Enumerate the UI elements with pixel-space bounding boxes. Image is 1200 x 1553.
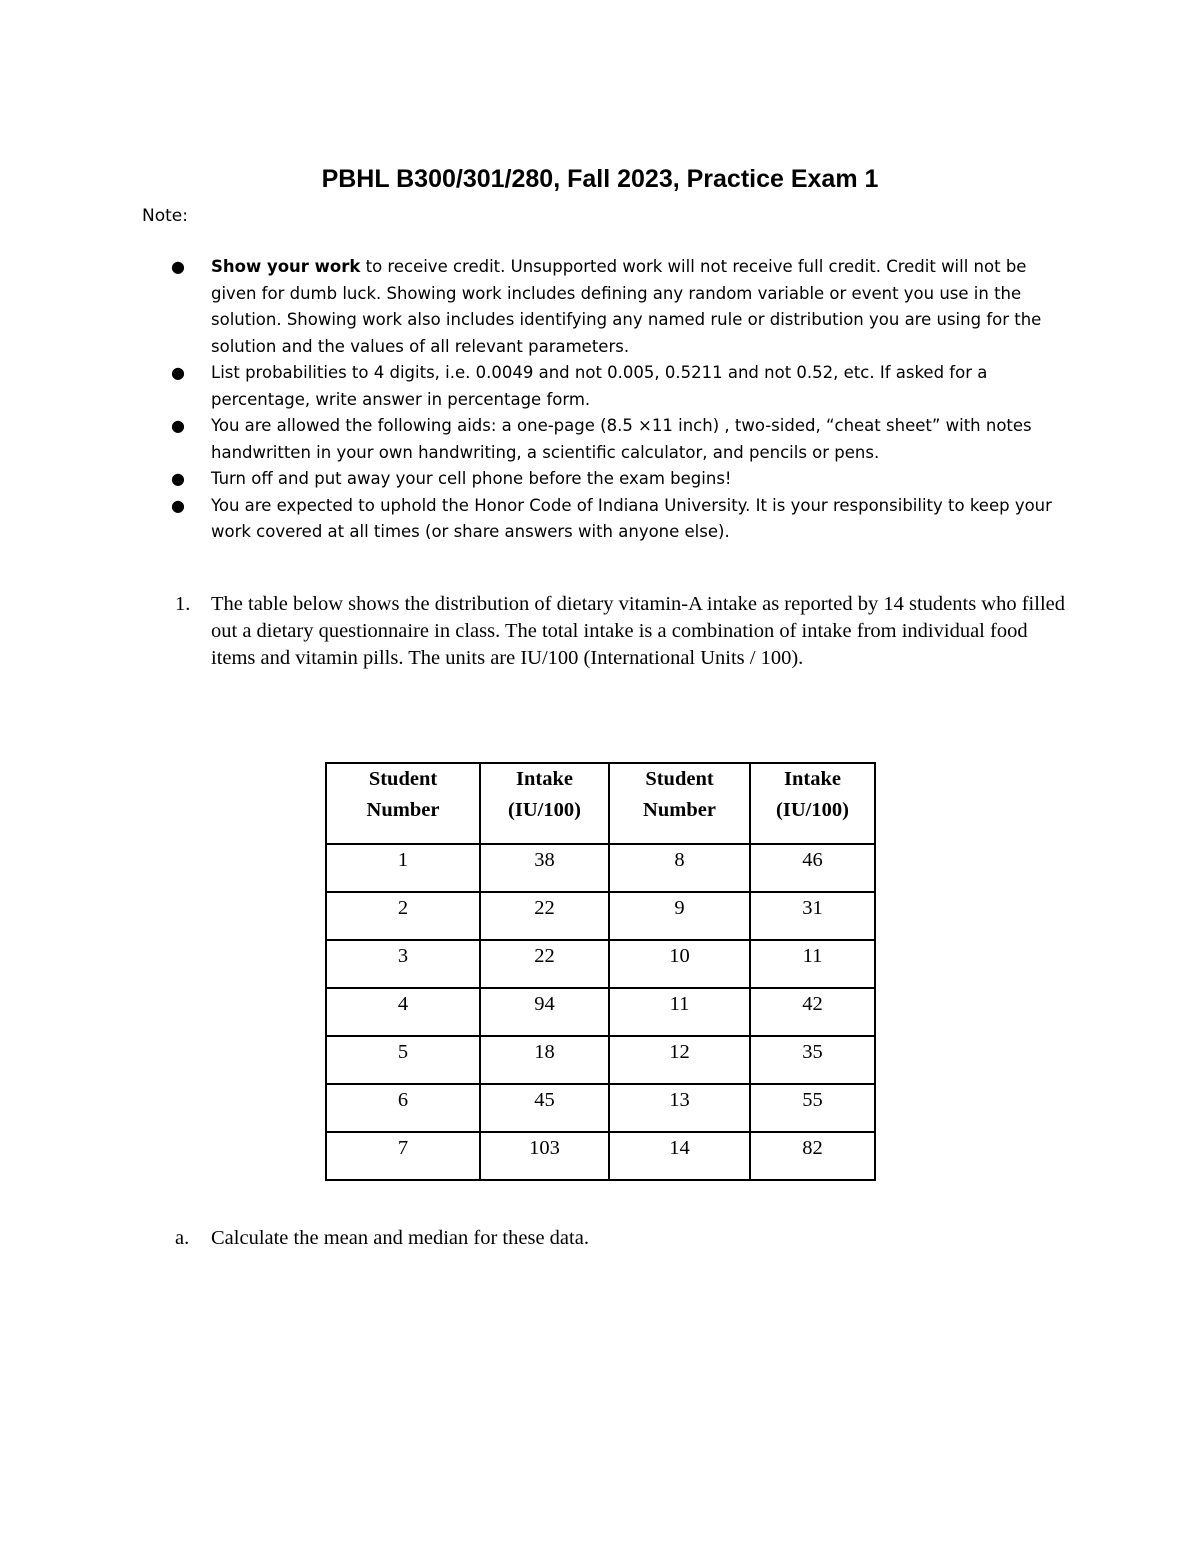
instruction-item — [171, 413, 1071, 466]
cell-intake: 103 — [480, 1132, 609, 1180]
cell-student: 1 — [326, 844, 480, 892]
bullet-icon: ● — [171, 469, 185, 488]
cell-intake: 55 — [750, 1084, 875, 1132]
instruction-text: You are allowed the following aids: a one-page (8.5 ×11 inch) , two-sided, “cheat sheet” with notes handwritten in your own handwriting, a scientific calculator, and pencils or pens. — [211, 416, 1032, 462]
note-label: Note: — [142, 206, 188, 226]
cell-intake: 42 — [750, 988, 875, 1036]
cell-student: 8 — [609, 844, 750, 892]
subquestion-letter: a. — [175, 1227, 190, 1249]
cell-intake: 94 — [480, 988, 609, 1036]
cell-student: 2 — [326, 892, 480, 940]
question-1a — [175, 1225, 1075, 1252]
bullet-icon: ● — [171, 363, 185, 382]
header-intake: Intake (IU/100) — [480, 763, 609, 844]
header-student-number: Student Number — [326, 763, 480, 844]
instruction-emphasis: Show your work — [211, 257, 361, 276]
table-row — [326, 1084, 875, 1132]
bullet-icon: ● — [171, 495, 185, 515]
cell-student: 10 — [609, 940, 750, 988]
instruction-item — [171, 493, 1071, 546]
cell-student: 14 — [609, 1132, 750, 1180]
intake-table — [325, 762, 876, 1181]
header-intake: Intake (IU/100) — [750, 763, 875, 844]
table-row — [326, 844, 875, 892]
cell-intake: 31 — [750, 892, 875, 940]
header-student-number: Student Number — [609, 763, 750, 844]
cell-intake: 18 — [480, 1036, 609, 1084]
table-row — [326, 1132, 875, 1180]
bullet-icon: ● — [171, 416, 185, 435]
table-row — [326, 892, 875, 940]
instruction-text: to receive credit. Unsupported work will not receive full credit. Credit will not be given for dumb luck. Showing work includes defining any random variable or event you use in the solution. Showing work also includes identifying any named rule or distribution you are using for the solution and the values of all relevant parameters. — [211, 257, 1042, 356]
cell-intake: 35 — [750, 1036, 875, 1084]
cell-student: 12 — [609, 1036, 750, 1084]
instruction-text: Turn off and put away your cell phone before the exam begins! — [211, 469, 732, 488]
table-header-row — [326, 763, 875, 844]
cell-intake: 11 — [750, 940, 875, 988]
cell-student: 11 — [609, 988, 750, 1036]
question-1 — [175, 591, 1075, 672]
instruction-item — [171, 254, 1071, 360]
cell-student: 4 — [326, 988, 480, 1036]
table-row — [326, 988, 875, 1036]
cell-student: 13 — [609, 1084, 750, 1132]
cell-student: 9 — [609, 892, 750, 940]
cell-student: 3 — [326, 940, 480, 988]
cell-student: 5 — [326, 1036, 480, 1084]
subquestion-text: Calculate the mean and median for these data. — [211, 1227, 589, 1249]
instructions-list — [171, 254, 1071, 546]
instruction-item — [171, 360, 1071, 413]
cell-intake: 45 — [480, 1084, 609, 1132]
cell-intake: 22 — [480, 940, 609, 988]
table-row — [326, 940, 875, 988]
cell-intake: 38 — [480, 844, 609, 892]
table-row — [326, 1036, 875, 1084]
cell-intake: 82 — [750, 1132, 875, 1180]
bullet-icon: ● — [171, 257, 185, 276]
cell-intake: 46 — [750, 844, 875, 892]
question-text: The table below shows the distribution of dietary vitamin-A intake as reported by 14 students who filled out a dietary questionnaire in class. The total intake is a combination of intake from individual food items and vitamin pills. The units are IU/100 (International Units / 100). — [211, 593, 1065, 669]
instruction-text: List probabilities to 4 digits, i.e. 0.0049 and not 0.005, 0.5211 and not 0.52, etc. If asked for a percentage, write answer in percentage form. — [211, 363, 988, 409]
cell-intake: 22 — [480, 892, 609, 940]
page-title: PBHL B300/301/280, Fall 2023, Practice Exam 1 — [321, 165, 879, 193]
cell-student: 7 — [326, 1132, 480, 1180]
cell-student: 6 — [326, 1084, 480, 1132]
instruction-item — [171, 466, 1071, 493]
question-number: 1. — [175, 593, 191, 615]
instruction-text: You are expected to uphold the Honor Code of Indiana University. It is your responsibility to keep your work covered at all times (or share answers with anyone else). — [211, 495, 1052, 541]
